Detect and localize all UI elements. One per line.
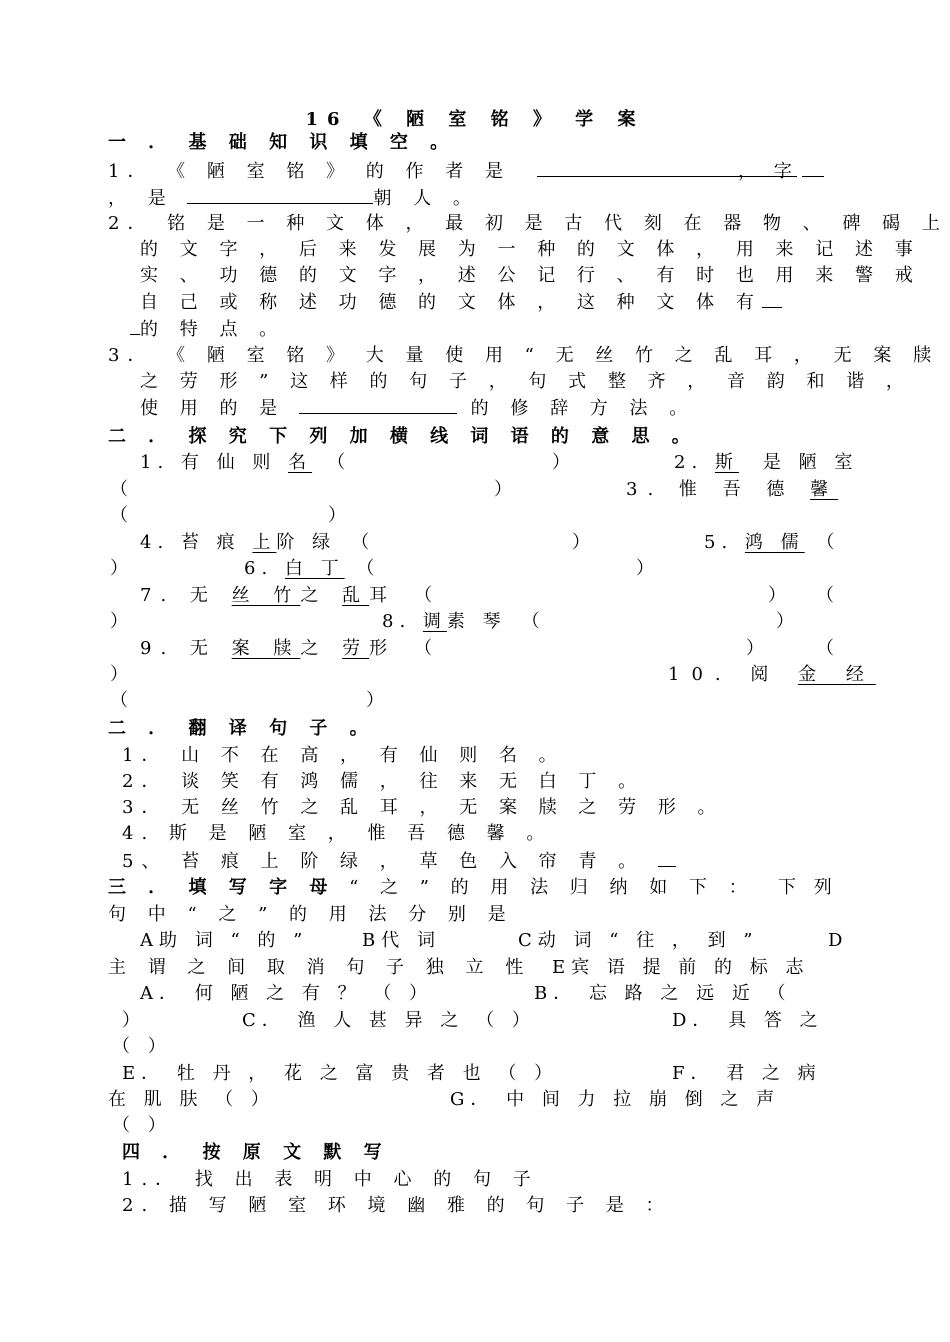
option-c: C动 词 “ 往 ， 到 ” <box>518 930 759 951</box>
option-a: A助 词 “ 的 ” <box>140 930 309 951</box>
paren-close: ） <box>110 611 134 632</box>
item-10: 10. 阅 金 经 <box>668 664 876 685</box>
item-7: 7. 无 丝 竹之 乱耳 （ <box>140 585 442 606</box>
question-1-line-2: ， 是 朝 人 。 <box>108 188 479 209</box>
item-3: 3. 惟 吾 德 馨 <box>626 479 839 500</box>
question-2-line-3: 实 、 功 德 的 文 字 ， 述 公 记 行 、 有 时 也 用 来 警 戒 <box>140 265 921 286</box>
question-2-line-5: 的 特 点 。 <box>130 318 285 341</box>
dynasty-blank[interactable] <box>187 187 373 204</box>
question-2-line-1: 2． 铭 是 一 种 文 体 ， 最 初 是 古 代 刻 在 器 物 、 碑 碣 上 <box>108 213 948 234</box>
sentence-b: B． 忘 路 之 远 近 （ <box>534 983 792 1004</box>
section-3-heading: 二 ． 翻 译 句 子 。 <box>108 718 376 739</box>
paren-close: ） <box>110 558 134 579</box>
item-5: 5. 鸿 儒 （ <box>704 532 841 553</box>
rhetoric-blank[interactable] <box>299 397 457 414</box>
sentence-g: G． 中 间 力 拉 崩 倒 之 声 <box>450 1089 781 1110</box>
translate-item-2: 2． 谈 笑 有 鸿 儒 ， 往 来 无 白 丁 。 <box>122 771 645 792</box>
option-d-text: 主 谓 之 间 取 消 句 子 独 立 性 <box>108 957 532 978</box>
page-title: 16 《 陋 室 铭 》 学 案 <box>305 109 645 130</box>
feature-blank[interactable] <box>762 291 782 308</box>
section-2-heading: 二 ． 探 究 下 列 加 横 线 词 语 的 意 思 。 <box>108 426 698 447</box>
question-3-line-3: 使 用 的 是 的 修 辞 方 法 。 <box>140 398 696 419</box>
translate-item-4: 4. 斯 是 陋 室 ， 惟 吾 德 馨 。 <box>122 823 553 844</box>
paren-open: （ <box>816 638 840 659</box>
sentence-g-end: （ ） <box>112 1115 172 1136</box>
question-2-line-4: 自 己 或 称 述 功 德 的 文 体 ， 这 种 文 体 有 <box>140 291 782 314</box>
paren-open: （ <box>110 690 134 711</box>
translate-item-5: 5、 苔 痕 上 阶 绿 ， 草 色 入 帘 青 。 <box>122 850 676 873</box>
section-1-heading: 一 ． 基 础 知 识 填 空 。 <box>108 132 457 153</box>
question-2-line-2: 的 文 字 ， 后 来 发 展 为 一 种 的 文 体 ， 用 来 记 述 事 <box>140 239 921 260</box>
option-b: B代 词 <box>362 930 441 951</box>
paren-close: ） <box>552 452 576 473</box>
sentence-b-end: ） <box>122 1010 146 1031</box>
option-e: E宾 语 提 前 的 标 志 <box>552 957 810 978</box>
item-1: 1. 有 仙 则 名 （ <box>140 452 352 473</box>
item-4: 4. 苔 痕 上阶 绿 （ <box>140 532 376 553</box>
sentence-d: D． 具 答 之 <box>672 1010 824 1031</box>
paren-close: ） <box>768 585 792 606</box>
paren-close: ） <box>110 664 134 685</box>
section-4-heading: 三 ． 填 写 字 母 “ 之 ” 的 用 法 归 纳 如 下 ： <box>108 877 755 898</box>
paren-close: ） <box>572 532 596 553</box>
sentence-f: F． 君 之 病 <box>672 1063 822 1084</box>
sentence-c: C． 渔 人 甚 异 之 （ ） <box>242 1010 536 1031</box>
section-4-line-2: 句 中 “ 之 ” 的 用 法 分 别 是 <box>108 904 514 925</box>
paren-open: （ <box>110 479 134 500</box>
question-3-line-2: 之 劳 形 ” 这 样 的 句 子 ， 句 式 整 齐 ， 音 韵 和 谐 ， <box>140 371 912 392</box>
translate-item-1: 1． 山 不 在 高 ， 有 仙 则 名 。 <box>122 745 565 766</box>
sentence-a: A． 何 陋 之 有 ？ （ ） <box>140 983 434 1004</box>
question-1-zi: ， 字 <box>738 160 824 183</box>
item-8: 8. 调素 琴 （ <box>382 611 546 632</box>
xialie-text: 下 列 <box>778 877 838 898</box>
question-1-text: 1． 《 陋 室 铭 》 的 作 者 是 <box>108 161 511 182</box>
feature-blank-2[interactable] <box>130 318 140 335</box>
paren-open: （ <box>816 585 840 606</box>
sentence-d-end: （ ） <box>112 1036 172 1057</box>
paren-open: （ <box>110 505 134 526</box>
paren-close: ） <box>636 558 660 579</box>
option-d-letter: D <box>828 930 849 951</box>
paren-close: ） <box>776 611 800 632</box>
paren-close: ） <box>328 505 352 526</box>
dictation-item-2: 2. 描 写 陋 室 环 境 幽 雅 的 句 子 是 ： <box>122 1195 672 1216</box>
item-9: 9. 无 案 牍之 劳形 （ <box>140 638 442 659</box>
section-5-heading: 四 ． 按 原 文 默 写 <box>122 1142 390 1163</box>
sentence-e: E． 牡 丹 ， 花 之 富 贵 者 也 （ ） <box>122 1063 559 1084</box>
dictation-item-1: 1.． 找 出 表 明 中 心 的 句 子 <box>122 1169 539 1190</box>
sentence-f-end: 在 肌 肤 （ ） <box>108 1089 275 1110</box>
question-3-line-1: 3． 《 陋 室 铭 》 大 量 使 用 “ 无 丝 竹 之 乱 耳 ， 无 案 牍 <box>108 345 940 366</box>
translate-blank[interactable] <box>658 850 676 867</box>
question-1-line <box>108 160 797 183</box>
zi-blank[interactable] <box>802 160 824 177</box>
paren-close: ） <box>494 479 518 500</box>
translate-item-3: 3． 无 丝 竹 之 乱 耳 ， 无 案 牍 之 劳 形 。 <box>122 797 724 818</box>
paren-close: ） <box>746 638 770 659</box>
item-2: 2. 斯 是 陋 室 <box>674 452 859 473</box>
item-6: 6. 白 丁 （ <box>244 558 381 579</box>
paren-close: ） <box>366 690 390 711</box>
